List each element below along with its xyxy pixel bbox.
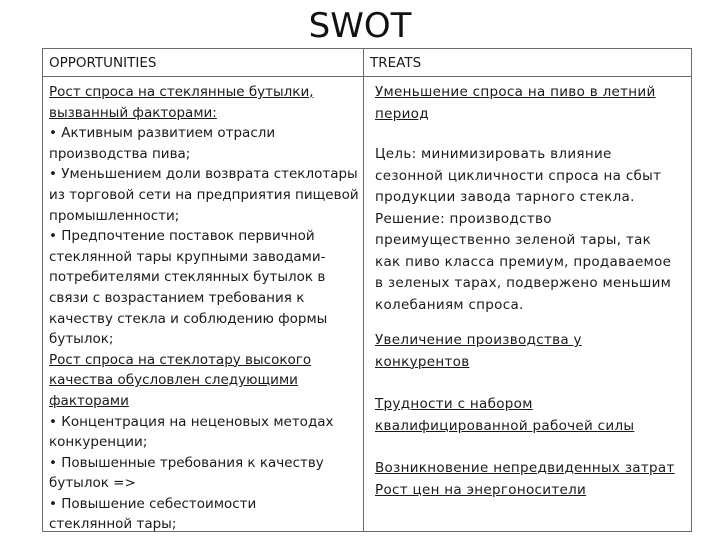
opportunity-line: бутылок; <box>49 331 114 348</box>
threat-line: преимущественно зеленой тары, так <box>375 232 652 248</box>
opportunities-column <box>43 77 364 531</box>
threat-line: как пиво класса премиум, продаваемое <box>375 253 672 270</box>
opportunities-header: OPPORTUNITIES <box>43 49 364 77</box>
threat-costs <box>375 458 687 501</box>
opportunity-line: промышленности; <box>49 207 180 224</box>
opportunity-line: производства пива; <box>49 145 191 162</box>
opportunity-line: связи с возрастанием требования к <box>49 289 305 306</box>
threat-goal-solution <box>375 144 687 316</box>
threat-line: Уменьшение спроса на пиво в летний <box>375 84 656 100</box>
page-title: SWOT <box>308 6 412 46</box>
opportunity-line: качества обусловлен следующими <box>49 372 298 389</box>
opportunity-line: потребителями стеклянных бутылок в <box>49 269 326 286</box>
opportunity-line: Рост спроса на стеклянные бутылки, <box>49 84 314 100</box>
threat-line: в зеленых тарах, подвержено меньшим <box>375 275 672 291</box>
threat-seasonal-demand <box>375 82 687 125</box>
threat-workforce <box>375 394 687 437</box>
opportunity-line: из торговой сети на предприятия пищевой <box>49 186 359 203</box>
opportunity-line: • Повышенные требования к качеству <box>49 454 324 471</box>
threat-line: колебаниям спроса. <box>375 296 524 313</box>
opportunity-line: • Предпочтение поставок первичной <box>49 228 315 245</box>
treats-header: TREATS <box>364 49 691 77</box>
opportunity-line: факторами <box>49 392 129 409</box>
threat-line: Решение: производство <box>375 210 552 227</box>
opportunity-line: бутылок => <box>49 475 136 492</box>
opportunity-line: Рост спроса на стеклотару высокого <box>49 351 312 368</box>
swot-table <box>42 48 692 532</box>
threat-line: Цель: минимизировать влияние <box>375 146 612 162</box>
threat-line: Рост цен на энергоносители <box>375 481 587 498</box>
threat-line: период <box>375 105 429 122</box>
opportunity-line: качеству стекла и соблюдению формы <box>49 310 328 327</box>
opportunity-line: • Концентрация на неценовых методах <box>49 413 334 430</box>
threat-line: конкурентов <box>375 353 470 370</box>
threat-line: сезонной цикличности спроса на сбыт <box>375 167 662 184</box>
opportunity-line: конкуренции; <box>49 434 148 451</box>
opportunity-line: • Повышение себестоимости <box>49 495 257 512</box>
threat-competitors <box>375 330 687 373</box>
threat-line: Возникновение непредвиденных затрат <box>375 460 675 476</box>
opportunity-line: • Активным развитием отрасли <box>49 125 276 142</box>
threat-line: Трудности с набором <box>375 396 533 412</box>
treats-column <box>364 77 691 531</box>
threat-line: Увеличение производства у <box>375 332 582 348</box>
threat-line: квалифицированной рабочей силы <box>375 417 635 434</box>
opportunity-line: стеклянной тары; <box>49 516 177 533</box>
threat-line: продукции завода тарного стекла. <box>375 189 635 205</box>
opportunity-line: стеклянной тары крупными заводами- <box>49 248 326 265</box>
opportunity-line: • Уменьшением доли возврата стеклотары <box>49 166 358 183</box>
opportunity-line: вызванный факторами: <box>49 104 217 121</box>
